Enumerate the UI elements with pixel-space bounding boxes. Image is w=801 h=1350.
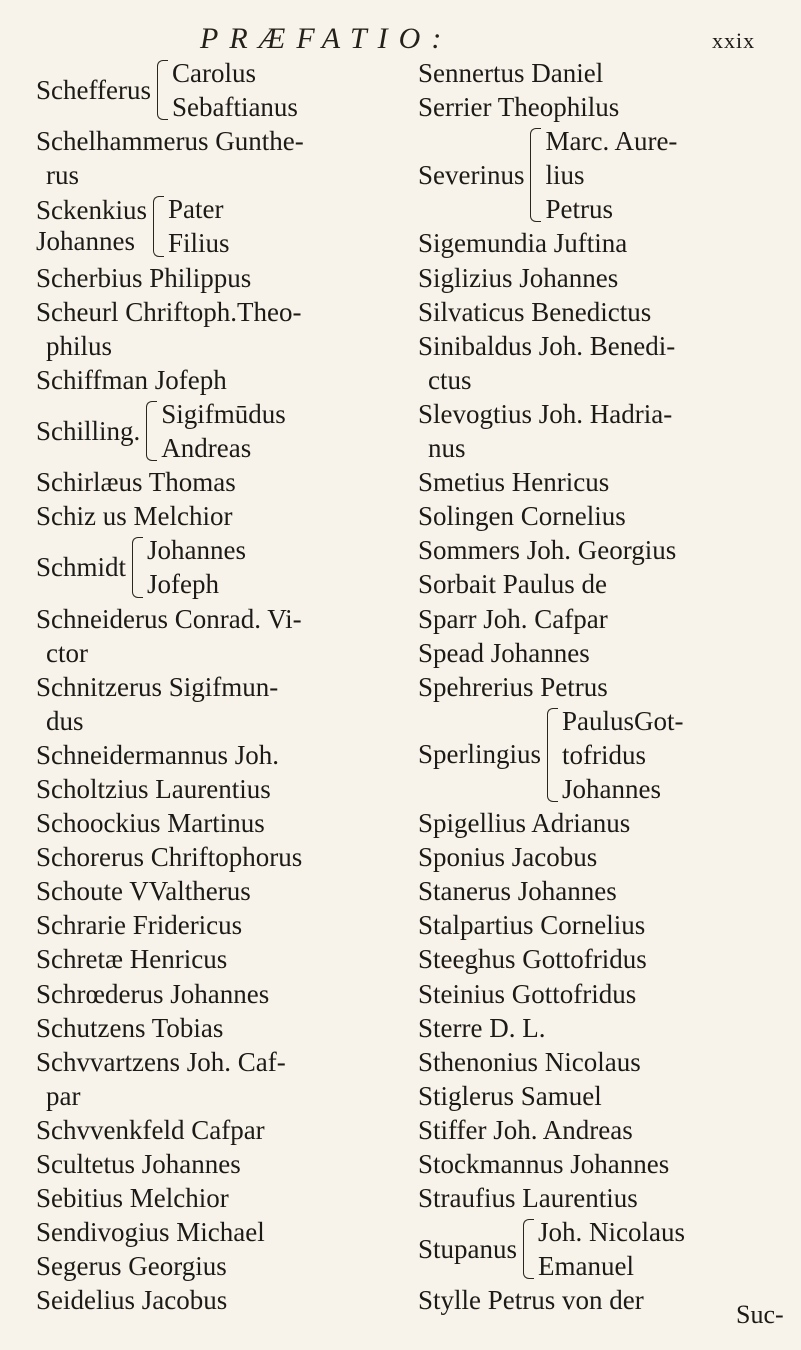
name-entry: Schnitzerus Sigifmun- [36, 671, 279, 702]
entry-continuation: ctus [428, 364, 472, 395]
bracketed-entry [418, 1215, 798, 1283]
name-entry: Schiz us Melchior [36, 501, 233, 532]
name-entry: Sigemundia Juftina [418, 228, 628, 259]
bracketed-entry [36, 397, 336, 465]
surname: Schilling. [36, 415, 141, 446]
given-name: Petrus [545, 194, 613, 225]
entry-continuation: dus [46, 705, 84, 736]
name-entry: Sinibaldus Joh. Benedi- [418, 330, 676, 361]
name-entry: Schirlæus Thomas [36, 467, 236, 498]
name-entry: Stockmannus Johannes [418, 1149, 670, 1179]
brace-mark [146, 401, 157, 461]
given-name: tofridus [562, 739, 647, 770]
name-entry: Schrarie Fridericus [36, 910, 243, 941]
name-entry: Stanerus Johannes [418, 876, 617, 907]
brace-mark [132, 537, 143, 597]
name-entry: Schorerus Chriftophorus [36, 842, 303, 873]
name-entry: Stalpartius Cornelius [418, 910, 646, 941]
given-name: Andreas [161, 433, 252, 464]
given-name: Filius [168, 228, 230, 259]
surname: Schefferus [36, 74, 151, 105]
name-entry: Schretæ Henricus [36, 944, 228, 975]
name-entry: Schiffman Jofeph [36, 364, 227, 395]
brace-mark [153, 196, 164, 256]
name-entry: Sterre D. L. [418, 1012, 546, 1043]
entry-continuation: philus [46, 330, 113, 361]
name-entry: Scheurl Chriftoph.Theo- [36, 296, 302, 327]
name-entry: Spehrerius Petrus [418, 671, 608, 702]
name-entry: Steeghus Gottofridus [418, 944, 647, 975]
name-entry: Schneiderus Conrad. Vi- [36, 603, 302, 634]
catchword: Suc- [736, 1300, 784, 1329]
name-entry: Schvvartzens Joh. Caf- [36, 1046, 286, 1077]
name-entry: Stylle Petrus von der [418, 1285, 644, 1316]
name-entry: Sorbait Paulus de [418, 569, 607, 600]
given-name: Joh. Nicolaus [538, 1217, 685, 1248]
name-entry: Steinius Gottofridus [418, 978, 637, 1009]
name-entry: Stiffer Joh. Andreas [418, 1114, 633, 1145]
name-entry: Scholtzius Laurentius [36, 773, 271, 804]
bracketed-entry [418, 124, 798, 226]
given-name: Johannes [147, 535, 246, 566]
brace-mark [547, 708, 558, 802]
surname-lead: Johannes [36, 226, 135, 257]
name-entry: Siglizius Johannes [418, 262, 619, 293]
brace-mark [523, 1219, 534, 1279]
brace-mark [530, 128, 541, 222]
given-name: Marc. Aure- [545, 126, 678, 157]
entry-continuation: ctor [46, 637, 88, 668]
entry-continuation: nus [428, 433, 466, 464]
entry-continuation: rus [46, 160, 79, 191]
name-entry: Serrier Theophilus [418, 92, 620, 123]
bracketed-entry [418, 704, 798, 806]
name-entry: Sommers Joh. Georgius [418, 535, 677, 566]
name-entry: Sennertus Daniel [418, 58, 604, 88]
left-column [36, 56, 336, 1317]
running-title: PRÆFATIO: [200, 22, 453, 55]
surname: Sperlingius [418, 739, 542, 770]
brace-mark [157, 60, 168, 120]
name-entry: Spead Johannes [418, 637, 590, 668]
name-entry: Sebitius Melchior [36, 1183, 229, 1214]
surname: Sckenkius [36, 195, 147, 226]
bracketed-entry [36, 192, 336, 260]
name-entry: Silvaticus Benedictus [418, 296, 652, 327]
entry-continuation: par [46, 1080, 81, 1111]
surname: Severinus [418, 159, 525, 190]
name-entry: Scultetus Johannes [36, 1149, 241, 1179]
name-entry: Schneidermannus Joh. [36, 739, 279, 770]
given-name: Sigifmūdus [161, 398, 286, 429]
given-name: Emanuel [538, 1251, 634, 1282]
given-name: Pater [168, 194, 224, 225]
name-entry: Straufius Laurentius [418, 1183, 638, 1214]
name-entry: Slevogtius Joh. Hadria- [418, 398, 673, 429]
right-column [418, 56, 798, 1317]
name-entry: Solingen Cornelius [418, 501, 626, 532]
name-entry: Seidelius Jacobus [36, 1285, 228, 1316]
page-number: xxix [712, 28, 756, 53]
name-entry: Stiglerus Samuel [418, 1080, 602, 1111]
name-entry: Schoockius Martinus [36, 808, 265, 839]
name-entry: Sparr Joh. Cafpar [418, 603, 608, 634]
surname: Schmidt [36, 551, 127, 582]
name-entry: Schrœderus Johannes [36, 978, 270, 1009]
surname: Stupanus [418, 1233, 518, 1264]
given-name: Sebaftianus [171, 92, 298, 123]
name-entry: Sthenonius Nicolaus [418, 1046, 641, 1077]
name-entry: Sendivogius Michael [36, 1217, 265, 1248]
given-name: Johannes [562, 773, 661, 804]
name-entry: Scherbius Philippus [36, 262, 252, 293]
name-entry: Spigellius Adrianus [418, 808, 631, 839]
name-entry: Schutzens Tobias [36, 1012, 224, 1043]
name-entry: Schelhammerus Gunthe- [36, 126, 304, 157]
name-entry: Schoute VValtherus [36, 876, 251, 907]
name-entry: Sponius Jacobus [418, 842, 598, 873]
given-name: Carolus [171, 58, 256, 88]
name-entry: Smetius Henricus [418, 467, 610, 498]
bracketed-entry [36, 533, 336, 601]
given-name: PaulusGot- [562, 705, 684, 736]
given-name: lius [545, 160, 585, 191]
given-name: Jofeph [147, 569, 219, 600]
bracketed-entry [36, 56, 336, 124]
name-entry: Schvvenkfeld Cafpar [36, 1114, 265, 1145]
name-entry: Segerus Georgius [36, 1251, 227, 1282]
